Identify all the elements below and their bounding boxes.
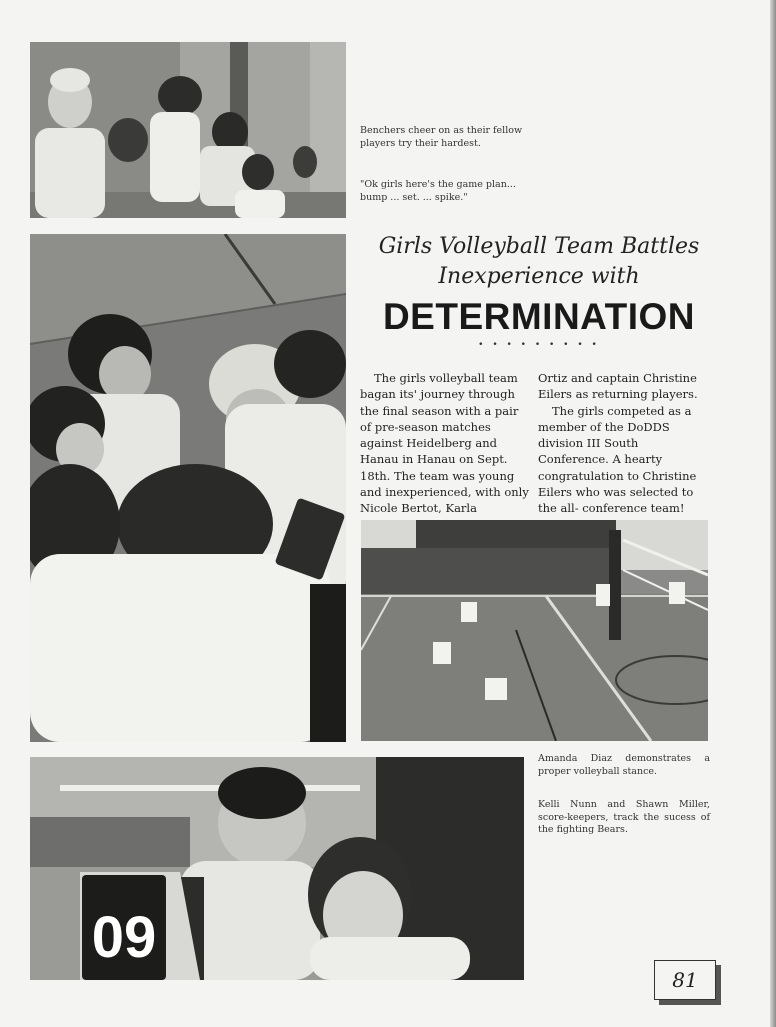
headline-line-1: Girls Volleyball Team Battles bbox=[378, 234, 700, 259]
ornament-dots: • • • • • • • • • bbox=[478, 340, 600, 350]
scoreboard-number: 09 bbox=[91, 905, 157, 970]
huddle-photo bbox=[30, 234, 346, 742]
article-paragraph-2: The girls competed as a member of the DoDDS division III South Conference. A hearty congratulation to Christine Eilers who was selected to the all- conference team! bbox=[538, 403, 697, 516]
headline-line-2: Inexperience with bbox=[438, 264, 640, 289]
benchers-photo bbox=[30, 42, 346, 218]
scorekeepers-photo bbox=[30, 757, 524, 980]
headline-determination: DETERMINATION bbox=[382, 296, 696, 337]
court-photo bbox=[361, 520, 708, 741]
article-paragraph-1-continued: Ortiz and captain Christine Eilers as returning players. bbox=[538, 371, 698, 402]
page-number: 81 bbox=[672, 968, 698, 992]
benchers-caption: Benchers cheer on as their fellow players try their hardest. bbox=[360, 125, 523, 149]
article-column-left bbox=[360, 370, 530, 517]
article-paragraph-1: The girls volleyball team bagan its' journey through the final season with a pair of pre-season matches against Heidelberg and Hanau in Hanau on Sept. 18th. The team was young and inexperienced, with only Nicole Bertot, Karla bbox=[360, 371, 529, 516]
stance-caption: Amanda Diaz demonstrates a proper volleyball stance. bbox=[538, 753, 710, 777]
page-number-box bbox=[654, 960, 716, 1000]
scorekeepers-caption: Kelli Nunn and Shawn Miller, score-keepers, track the sucess of the fighting Bears. bbox=[538, 799, 710, 835]
article-column-right bbox=[538, 370, 710, 517]
page-edge bbox=[770, 0, 776, 1027]
game-plan-caption: "Ok girls here's the game plan... bump ... set. ... spike." bbox=[360, 179, 516, 203]
